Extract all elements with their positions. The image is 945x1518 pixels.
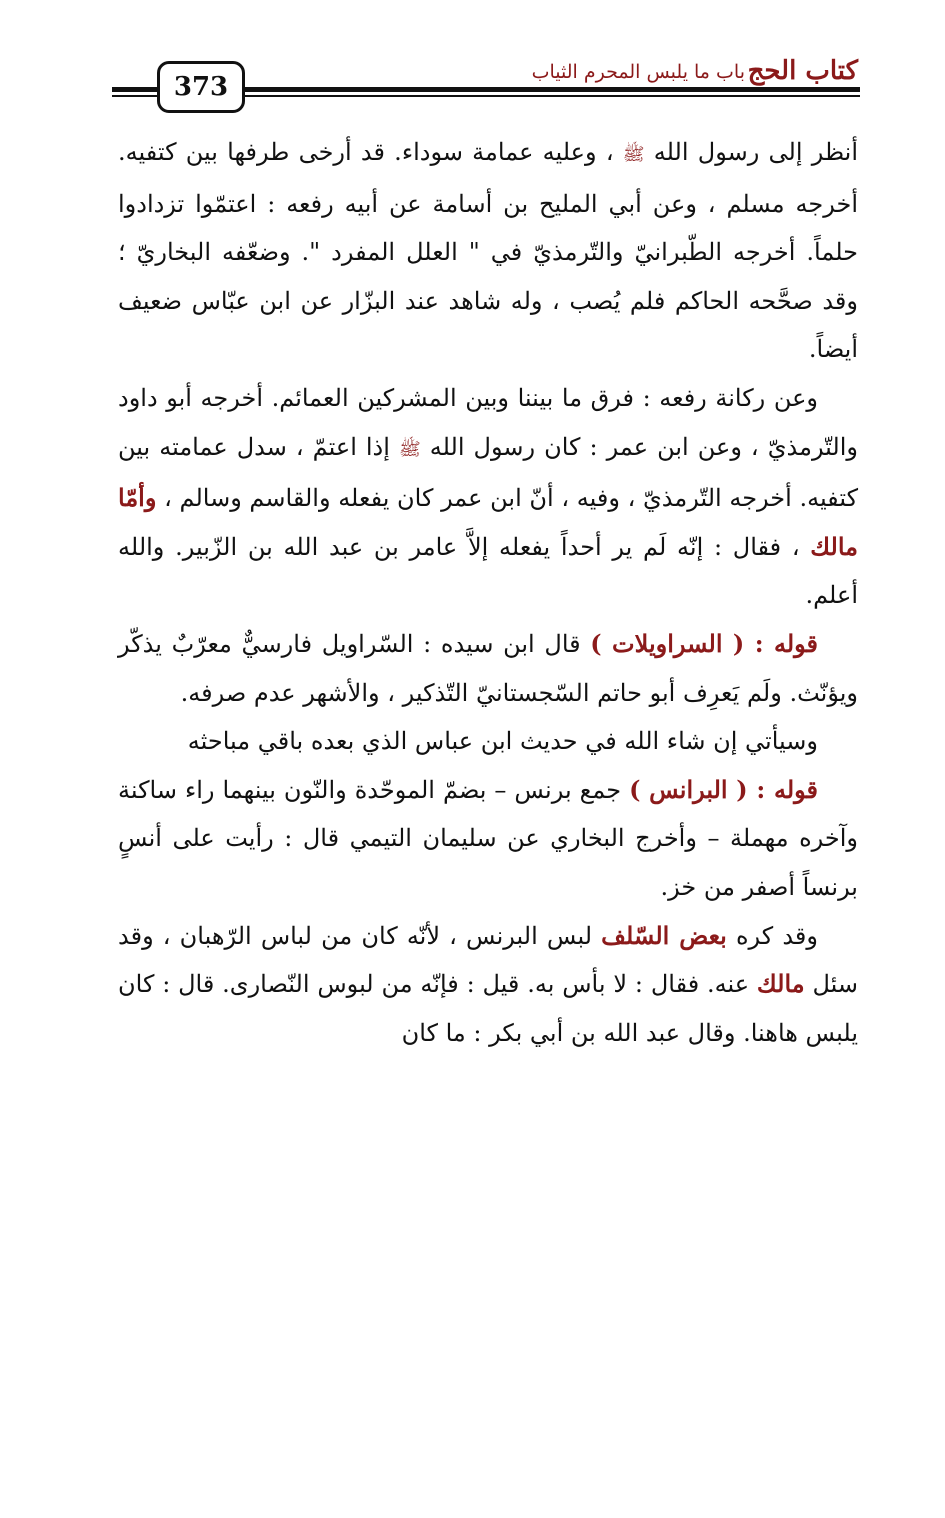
paragraph-text: لبس البرنس ، لأنّه كان من لباس الرّهبان ، وقد سئل [118, 921, 858, 999]
page-number: 373 [157, 61, 245, 113]
chapter-title: باب ما يلبس المحرم الثياب [531, 61, 745, 83]
honorific-glyph: ﷺ [622, 144, 645, 165]
paragraph-text: وقد كره [726, 921, 818, 950]
paragraph-text: جمع برنس – بضمّ الموحّدة والنّون بينهما راء ساكنة وآخره مهملة – وأخرج البخاري عن سليمان التيمي قال : رأيت على أنسٍ برنساً أصفر من خز. [118, 775, 858, 901]
paragraph-text: عنه. فقال : لا بأس به. قيل : فإنّه من لبوس النّصارى. قال : كان يلبس هاهنا. وقال عبد الله بن أبي بكر : ما كان [118, 970, 858, 1047]
paragraph-text: وسيأتي إن شاء الله في حديث ابن عباس الذي بعده باقي مباحثه [187, 727, 818, 756]
highlighted-term: قوله : ( السراويلات ) [590, 628, 819, 658]
paragraph [118, 717, 858, 766]
highlighted-term: وأمّا مالك [118, 483, 858, 561]
paragraph [118, 374, 858, 620]
highlighted-term: مالك [756, 969, 805, 999]
paragraph [118, 128, 858, 374]
paragraph-text: ، فقال : إنّه لَم ير أحداً يفعله إلاَّ عامر بن عبد الله بن الزّبير. والله أعلم. [118, 532, 858, 610]
paragraph [118, 766, 858, 912]
page-header [0, 54, 945, 114]
paragraph-text: قال ابن سيده : السّراويل فارسيٌّ معرّبٌ يذكّر ويؤنّث. ولَم يَعرِف أبو حاتم السّجستانيّ التّذكير ، والأشهر عدم صرفه. [118, 629, 858, 707]
paragraph-text: ، وعليه عمامة سوداء. قد أرخى طرفها بين كتفيه. أخرجه مسلم ، وعن أبي المليح بن أسامة عن أبيه رفعه : اعتمّوا تزدادوا حلماً. أخرجه الطّبرانيّ والتّرمذيّ في " العلل المفرد ". وضعّفه البخاريّ ؛ وقد صحَّحه الحاكم فلم يُصب ، وله شاهد عند البزّار عن ابن عبّاس ضعيف أيضاً. [118, 138, 858, 364]
highlighted-term: بعض السّلف [601, 920, 727, 950]
paragraph-text: إذا اعتمّ ، سدل عمامته بين كتفيه. أخرجه التّرمذيّ ، وفيه ، أنّ ابن عمر كان يفعله والقاسم وسالم ، [118, 432, 858, 513]
paragraph [118, 912, 858, 1058]
paragraph [118, 620, 858, 717]
paragraph-text: وعن ركانة رفعه : فرق ما بيننا وبين المشركين العمائم. أخرجه أبو داود والتّرمذيّ ، وعن ابن عمر : كان رسول الله [118, 383, 858, 461]
page-body [118, 128, 858, 1057]
paragraph-text: أنظر إلى رسول الله [644, 138, 858, 166]
book-title: كتاب الحج [747, 56, 858, 86]
highlighted-term: قوله : ( البرانس ) [629, 774, 818, 804]
honorific-glyph: ﷺ [398, 438, 421, 460]
